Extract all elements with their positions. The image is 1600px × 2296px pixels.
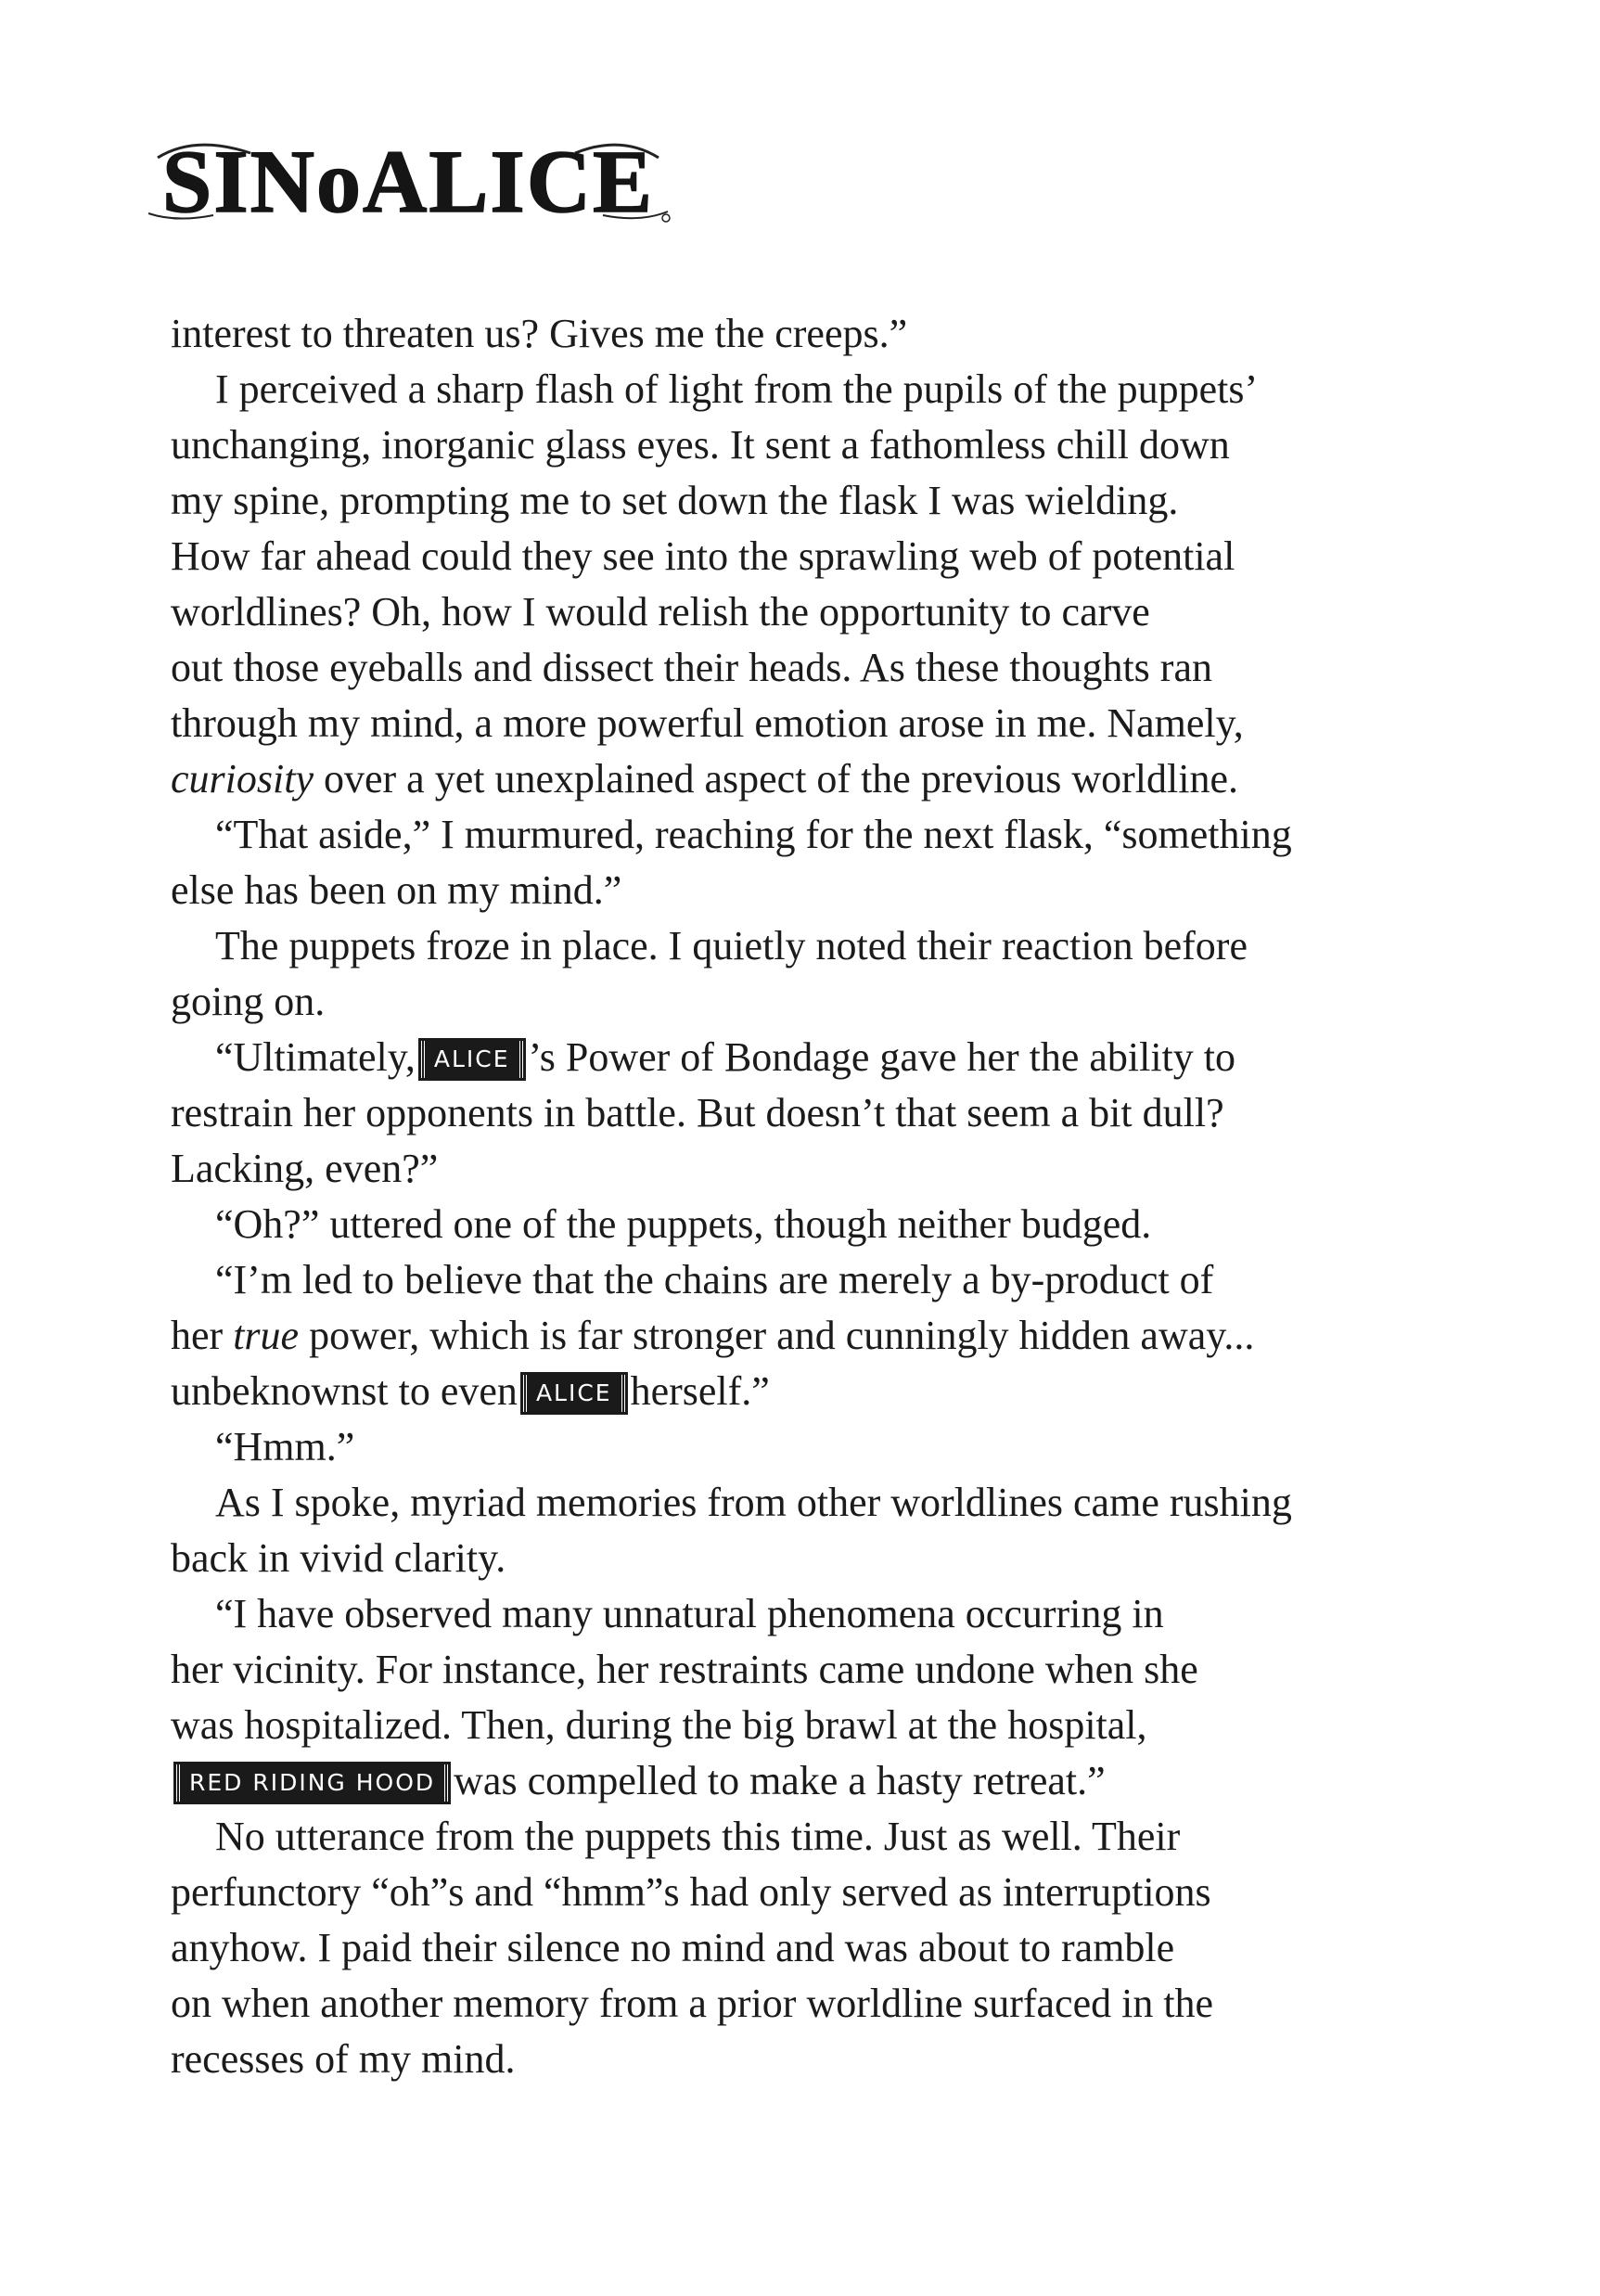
text-segment: herself.” [630, 1368, 770, 1414]
text-line: back in vivid clarity. [171, 1535, 506, 1581]
text-line: How far ahead could they see into the sprawling web of potential [171, 533, 1235, 579]
text-line: The puppets froze in place. I quietly noted their reaction before [215, 923, 1248, 968]
text-line: perfunctory “oh”s and “hmm”s had only served as interruptions [171, 1869, 1211, 1915]
text-line: I perceived a sharp flash of light from the pupils of the puppets’ [215, 366, 1259, 412]
text-line [171, 1030, 1432, 1085]
text-line: on when another memory from a prior worldline surfaced in the [171, 1981, 1214, 2026]
text-line: out those eyeballs and dissect their heads. As these thoughts ran [171, 645, 1212, 690]
text-line: As I spoke, myriad memories from other worldlines came rushing [215, 1480, 1292, 1525]
name-tag-alice: ALICE [421, 1041, 523, 1078]
text-line: “Hmm.” [215, 1424, 355, 1469]
text-segment: “Ultimately, [215, 1034, 416, 1080]
text-line: recesses of my mind. [171, 2036, 516, 2082]
emphasis-text: curiosity [171, 756, 314, 802]
text-line: restrain her opponents in battle. But doesn’t that seem a bit dull? [171, 1090, 1224, 1135]
text-segment: power, which is far stronger and cunningly hidden away... [299, 1313, 1255, 1358]
text-line: anyhow. I paid their silence no mind and was about to ramble [171, 1925, 1175, 1970]
sinoalice-logo [139, 130, 677, 232]
text-line: “I’m led to believe that the chains are merely a by-product of [215, 1257, 1214, 1302]
text-line: Lacking, even?” [171, 1146, 439, 1191]
emphasis-text: true [233, 1313, 300, 1358]
text-segment: was compelled to make a hasty retreat.” [454, 1758, 1106, 1803]
text-segment: unbeknownst to even [171, 1368, 518, 1414]
page-body [171, 306, 1432, 2087]
text-line [171, 1364, 1432, 1419]
name-tag-alice: ALICE [523, 1375, 625, 1412]
text-line: going on. [171, 979, 326, 1024]
text-line [171, 751, 1432, 807]
text-line: was hospitalized. Then, during the big brawl at the hospital, [171, 1702, 1147, 1748]
logo-wordmark: SINoALICE [161, 132, 655, 231]
text-segment: her [171, 1313, 234, 1358]
text-line: else has been on my mind.” [171, 867, 622, 913]
text-line: “That aside,” I murmured, reaching for the next flask, “something [215, 812, 1292, 857]
text-line: “Oh?” uttered one of the puppets, though neither budged. [215, 1201, 1152, 1247]
text-line [171, 1753, 1432, 1809]
text-segment: ’s Power of Bondage gave her the ability to [528, 1034, 1235, 1080]
text-line: her vicinity. For instance, her restraints came undone when she [171, 1647, 1198, 1692]
text-line: my spine, prompting me to set down the flask I was wielding. [171, 478, 1179, 523]
text-line: interest to threaten us? Gives me the creeps.” [171, 311, 908, 356]
text-line: “I have observed many unnatural phenomena occurring in [215, 1591, 1164, 1636]
text-line: worldlines? Oh, how I would relish the opportunity to carve [171, 589, 1150, 635]
text-line: No utterance from the puppets this time. Just as well. Their [215, 1814, 1181, 1859]
text-segment: over a yet unexplained aspect of the previous worldline. [313, 756, 1238, 802]
text-line: unchanging, inorganic glass eyes. It sent a fathomless chill down [171, 422, 1230, 468]
text-line [171, 1308, 1432, 1364]
text-line: through my mind, a more powerful emotion arose in me. Namely, [171, 700, 1244, 746]
name-tag-red-riding-hood: RED RIDING HOOD [176, 1764, 448, 1802]
